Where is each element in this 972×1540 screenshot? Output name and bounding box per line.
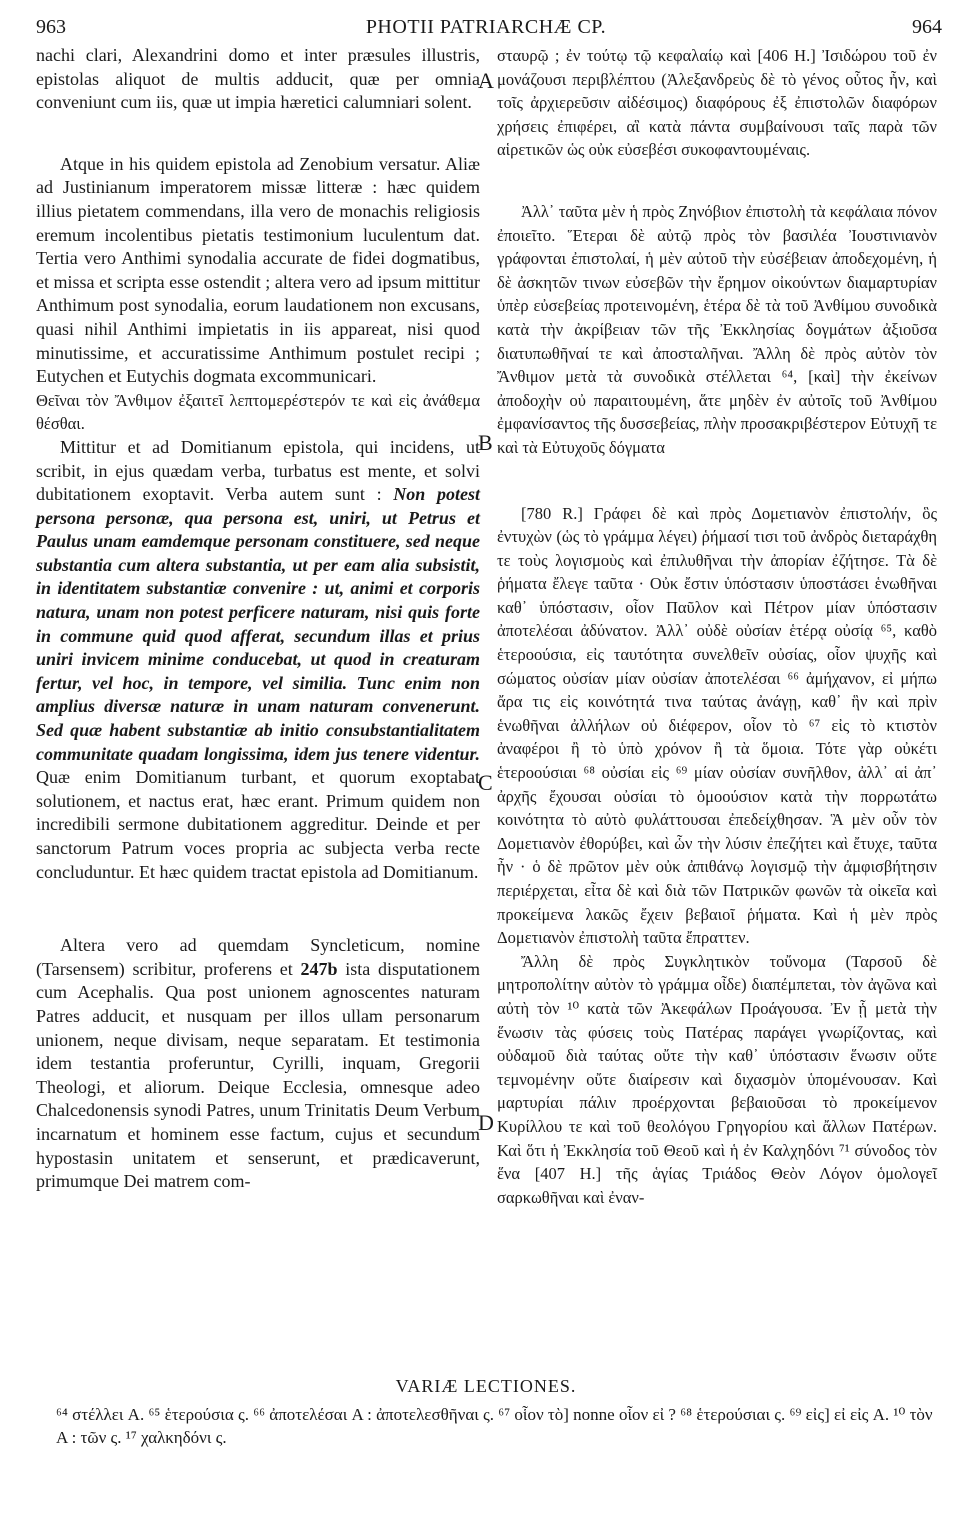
latin-paragraph-4-end: ista disputationem cum Acephalis. Qua post unionem agnoscentes naturam Patres adducit, et nusquam per illos ullam personarum unionem, neque divisam, neque separatam. Et testimonia idem testantia proferuntur, Cyrilli, inquam, Gregorii Theologi, et aliorum. Deique Ecclesia, omnesque adeo Chalcedonensis synodi Patres, unum Trinitatis Deum Verbum incarnatum et hominem esse factum, cujus et secundum hypostasin unitatem et senserunt, et prædicaverunt, primumque Dei matrem com- <box>36 958 481 1192</box>
greek-column <box>497 44 937 1209</box>
latin-paragraph-1: nachi clari, Alexandrini domo et inter præsules illustris, epistolas aliquot de multis adducit, quæ per omnia conveniunt cum iis, quæ ut impia hæretici calumniari solent. <box>36 45 480 113</box>
latin-column <box>36 44 480 1194</box>
page-number-right: 964 <box>912 16 942 38</box>
greek-paragraph-4: Ἄλλη δὲ πρὸς Συγκλητικὸν τοὔνομα (Ταρσοῦ δὲ μητροπολίτην αὐτὸν τὸ γράμμα οἶδε) διαπέμπεται, τὸν ἀγῶνα καὶ αὐτὴ τὸν ¹⁰ κατὰ τῶν Ἀκεφάλων Προάγουσα. Ἐν ᾗ μετὰ τὴν ἕνωσιν τὰς φύσεις τοὺς Πατέρας παράγει γνωρίζοντας, καὶ οὐδαμοῦ διὰ ταύτας οὔτε τὴν καθ᾽ ὑπόστασιν ἕνωσιν οὔτε τεμνομένην οὔτε διαίρεσιν καὶ διχασμὸν ὑπομένουσαν. Καὶ μαρτυρίαι πάλιν προέρχονται βεβαιοῦσαι τὸ προκείμενον Κυρίλλου τε καὶ τοῦ θεολόγου Γρηγορίου καὶ ἄλλων Πατέρων. Καὶ ὅτι ἡ Ἐκκλησία τοῦ Θεοῦ καὶ ἡ ἐν Καλχηδόνι ⁷¹ σύνοδος τὸν ἕνα [407 H.] τῆς ἁγίας Τριάδος Θεὸν Λόγον ὁμολογεῖ σαρκωθῆναι καὶ ἐναν- <box>497 951 937 1207</box>
variae-lectiones-title: VARIÆ LECTIONES. <box>395 1376 577 1396</box>
latin-paragraph-4-start: Altera vero ad quemdam Syncleticum, nomine (Tarsensem) scribitur, proferens et <box>36 935 480 979</box>
folio-reference: 247b <box>300 958 338 979</box>
margin-marker-b: B <box>478 430 493 455</box>
greek-paragraph-1: σταυρῷ ; ἐν τούτῳ τῷ κεφαλαίῳ καὶ [406 H.] Ἰσιδώρου τοῦ ἐν μονάζουσι περιβλέπτου (Ἀλεξανδρεὺς δὲ τὸ γένος οὗτος ἦν, καὶ τοῖς ἀρχιερεῦσιν αἰδέσιμος) διαφόρους ἐξ ἐπιστολῶν διαφόρων χρήσεις ἐπιφέρει, αἳ κατὰ πάντα συμβαίνουσι ταῖς παρὰ τῶν αἱρετικῶν ὡς οὐκ εὐσεβέσι συκοφαντουμέναις. <box>497 46 937 160</box>
latin-paragraph-3 <box>36 436 480 884</box>
margin-marker-a: A <box>478 68 494 93</box>
running-header <box>0 8 972 38</box>
latin-paragraph-2: Atque in his quidem epistola ad Zenobium versatur. Aliæ ad Justinianum imperatorem missæ litteræ : hæc quidem illius pietatem commendans, illa vero de monachis religiosis eremum incolentibus pietatis testimonium luculentum dat. Tertia vero Anthimi synodalia accurate de fidei dogmatibus, et missa et scripta esse ostendit ; altera vero ad ipsum mittitur Anthimum post synodalia, eorum laudationem non excusans, quasi nihil Anthimi impietatis in iis appareat, nisi quod minutissime, et accuratissime Anthimum postulet recipi ; Eutychen et Eutychis dogmata excommunicari. <box>36 153 480 387</box>
latin-paragraph-3-end: Quæ enim Domitianum turbant, et quorum exoptabat solutionem, et nactus erat, hæc erant. Primum quidem non incredibili sermone dubitationem aggreditur. Deinde et per sanctorum Patrum voces propria ac subjecta verba recte concluduntur. Et hæc quidem tractat epistola ad Domitianum. <box>36 767 480 882</box>
margin-marker-c: C <box>478 770 493 795</box>
variae-lectiones-notes <box>56 1403 936 1449</box>
variae-lectiones-text: ⁶⁴ στέλλει A. ⁶⁵ ἑτερούσια ς. ⁶⁶ ἀποτελέσαι A : ἀποτελεσθῆναι ς. ⁶⁷ οἷον τὸ] nonne οἷον εἰ ? ⁶⁸ ἑτερούσιαι ς. ⁶⁹ εἰς] εἰ εἰς A. ¹⁰ τὸν A : τῶν ς. ¹⁷ χαλκηδόνι ς. <box>56 1405 933 1447</box>
latin-greek-quote: Θεῖναι τὸν Ἄνθιμον ἐξαιτεῖ λεπτομερέστερόν τε καὶ εἰς ἀνάθεμα θέσθαι. <box>36 390 480 434</box>
latin-quotation: Non potest persona personæ, qua persona est, uniri, ut Petrus et Paulus unam eamdemque personam constituere, sed neque substantia cum altera substantia, ut per eam alia subsistit, in identitatem substantiæ convenire : ut, animi et corporis natura, unam non potest perficere naturam, nisi quis forte in commune quid quod afferat, secundum illas et prius uniri invicem minime conducebat, ut quod in creaturam fertur, vel hoc, in tempore, vel similia. Tunc enim non amplius diversæ naturæ in unam naturam convenerunt. Sed quæ habent substantiæ ab initio consubstantialitatem communitate quadam longissima, idem jus tenere videntur. <box>36 484 480 764</box>
page-number-left: 963 <box>36 16 66 38</box>
latin-paragraph-4 <box>36 934 480 1194</box>
greek-paragraph-3: [780 R.] Γράφει δὲ καὶ πρὸς Δομετιανὸν ἐπιστολήν, ὃς ἐντυχὼν (ὡς τὸ γράμμα λέγει) ῥήμασί τισι τοῦ ἀνδρὸς διεταράχθη τε τοὺς λογισμοὺς καὶ ἐπιλυθῆναι τὴν ἀπορίαν ἐζήτησε. Τὰ δὲ ῥήματα ἔλεγε ταῦτα · Οὐκ ἔστιν ὑπόστασιν ὑποστάσει ἑνωθῆναι καθ᾽ ὑπόστασιν, οἷον Παῦλον καὶ Πέτρον μίαν ὑπόστασιν ἀποτελέσαι ἀδύνατον. Ἀλλ᾽ οὐδὲ οὐσίαν ἑτέρᾳ οὐσίᾳ ⁶⁵, καθὸ ἑτεροούσια, εἰς ταυτότητα συνελθεῖν οὐσίας, οἷον ψυχῆς καὶ σώματος οὐσίαν μίαν οὐσίαν ἀποτελέσαι ⁶⁶ ἀμήχανον, εἰ μήπω ἄρα τις εἰς κοινότητά τινα ταύτας ἀνάγῃ, καθ᾽ ἣν καὶ πρὶν ἑνωθῆναι ἀλλήλων οὐ διέφερον, οἷον τὸ ⁶⁷ εἰς τὸ κτιστὸν ἀναφέροι ἢ τὸ ὑπὸ χρόνον ἢ τὰ ὅμοια. Τότε γὰρ οὐκέτι ἑτεροούσιαι ⁶⁸ οὐσίαι εἰς ⁶⁹ μίαν οὐσίαν συνῆλθον, ἀλλ᾽ αἱ ἀπ᾽ ἀρχῆς ἔχουσαι οὐσίαι τὸ ὁμοούσιον κατὰ τὴν πορρωτάτω κοινότητα τὸ αὐτὸ φυλάττουσαι ἐπεδείχθησαν. Ἃ μὲν οὖν τὸν Δομετιανὸν ἐθορύβει, καὶ ὧν τὴν λύσιν ἐπεζήτει καὶ ἔτυχε, ταῦτα ἦν · ὁ δὲ πρῶτον μὲν οὐκ ἀπιθάνῳ λογισμῷ τὴν ἀμφισβήτησιν περιέρχεται, εἶτα δὲ καὶ διὰ τῶν Πατρικῶν φωνῶν τὰ οἰκεῖα καὶ προκείμενα λακῶς ἔχειν βεβαιοῖ ῥήματα. Καὶ ἡ μὲν πρὸς Δομετιανὸν ἐπιστολὴ ταῦτα ἔπραττεν. <box>497 503 937 948</box>
running-title: PHOTII PATRIARCHÆ CP. <box>365 16 607 38</box>
greek-paragraph-2: Ἀλλ᾽ ταῦτα μὲν ἡ πρὸς Ζηνόβιον ἐπιστολὴ τὰ κεφάλαια πόνον ἐποιεῖτο. Ἕτεραι δὲ αὐτῷ πρὸς τὸν βασιλέα Ἰουστινιανὸν γράφονται ἐπιστολαί, ἡ μὲν αὐτοῦ τὴν εὐσέβειαν ἀποδεχομένη, ἡ δὲ ἀσκητῶν τινων εὐσεβῶν τὴν ἔρημον οἰκούντων διαμαρτυρίαν ὑπὲρ εὐσεβείας προτεινομένη, ἑτέρα δὲ τὰ τοῦ Ἀνθίμου συνοδικὰ κατὰ τὴν ἀκρίβειαν τῶν τῆς Ἐκκλησίας δογμάτων ἀξιοῦσα διατυπωθῆναί τε καὶ ἀποσταλῆναι. Ἄλλη δὲ πρὸς αὐτὸν τὸν Ἄνθιμον μετὰ τὰ συνοδικὰ στέλλεται ⁶⁴, [καὶ] τὴν ἐκείνων ἀποδοχὴν οὐ παραιτουμένη, ἅτε μηδὲν ἐν αὐτοῖς τοῦ Ἀνθίμου ἐμφανίσαντος τῆς δυσσεβείας, πλὴν προσακριβέστερον Εὐτυχῆ τε καὶ τὰ Εὐτυχοῦς δόγματα <box>497 201 937 457</box>
margin-marker-d: D <box>478 1110 494 1135</box>
latin-paragraph-3-intro: Mittitur et ad Domitianum epistola, qui incidens, ut scribit, in ejus quædam verba, turbatus est mente, et solvi dubitationem exoptavit. Verba autem sunt : <box>36 436 480 505</box>
